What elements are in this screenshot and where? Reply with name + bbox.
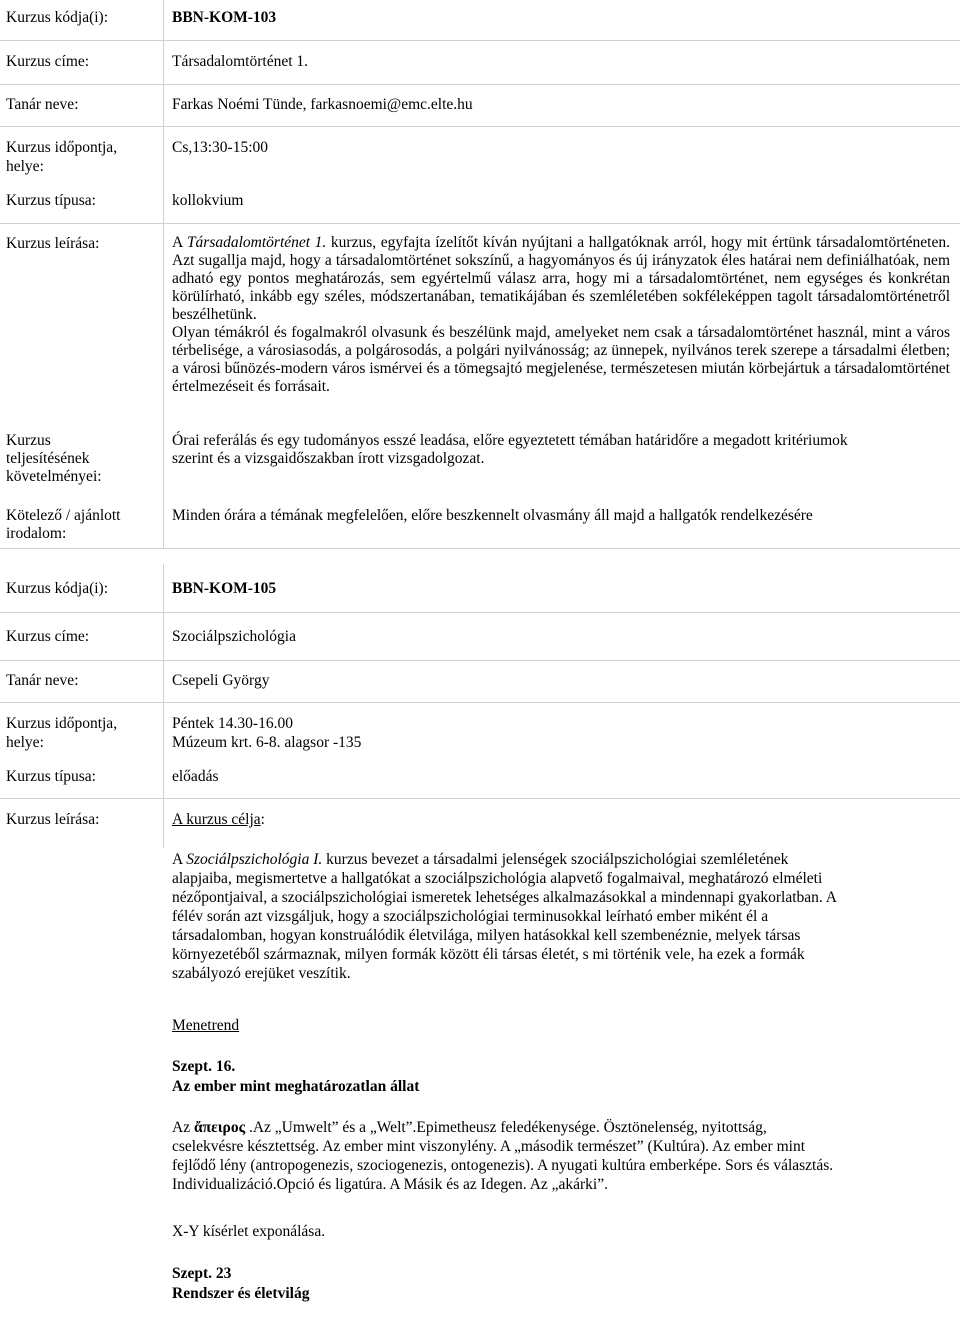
course2-teacher: Csepeli György [172, 672, 270, 689]
session1-content: Az ἄπειρος .Az „Umwelt” és a „Welt”.Epimetheusz feledékenysége. Ösztönelenség, nyitottság, cselekvésre késztettség. Az ember mint viszonylény. A „második természet” (Kultúra). Az ember mint fejlődő lény (antropogenezis, szociogenezis, ontogenezis). A nyugati kultúra emberképe. Sors és választás. Individualizáció.Opció és ligatúra. A Másik és az Idegen. Az „akárki”. [172, 1119, 834, 1193]
session1-date: Szept. 16. [172, 1058, 236, 1075]
divider [0, 612, 960, 613]
course2-goal-heading: A kurzus célja: [172, 811, 265, 828]
divider [0, 798, 960, 799]
course2-desc-label: Kurzus leírása: [6, 811, 100, 828]
session1-extra: X-Y kísérlet exponálása. [172, 1223, 326, 1240]
session2-date: Szept. 23 [172, 1265, 232, 1282]
divider [0, 126, 960, 127]
course1-time-label: Kurzus időpontja, helye: [6, 139, 118, 175]
schedule-heading: Menetrend [172, 1017, 240, 1034]
course2-type: előadás [172, 768, 219, 785]
course2-teacher-label: Tanár neve: [6, 672, 79, 689]
course1-title: Társadalomtörténet 1. [172, 53, 309, 70]
course2-code: BBN-KOM-105 [172, 580, 277, 597]
course1-desc-label: Kurzus leírása: [6, 235, 100, 252]
divider [0, 223, 960, 224]
course1-type: kollokvium [172, 192, 244, 209]
course2-time-label: Kurzus időpontja, helye: [6, 715, 118, 751]
course2-title: Szociálpszichológia [172, 628, 296, 645]
course2-type-label: Kurzus típusa: [6, 768, 96, 785]
session1-title: Az ember mint meghatározatlan állat [172, 1078, 420, 1095]
course1-type-label: Kurzus típusa: [6, 192, 96, 209]
divider [0, 84, 960, 85]
course1-requirements: Órai referálás és egy tudományos esszé leadása, előre egyeztetett témában határidőre a megadott kritériumok szerint és a vizsgaidőszakban írott vizsgadolgozat. [172, 432, 848, 467]
session2-title: Rendszer és életvilág [172, 1285, 310, 1302]
course2-description: A Szociálpszichológia I. kurzus bevezet a társadalmi jelenségek szociálpszichológiai szemléletének alapjaiba, megismertetve a hallgatókat a szociálpszichológia alapvető fogalmaival, meghatározó elméleti nézőpontjaival, a szociálpszichológiai ismeretek lehetséges alkalmazásokkal a mindennapi gyakorlatban. A félév során azt vizsgáljuk, hogy a szociálpszichológiai terminusokkal leírható ember miként él a társadalomban, hogyan konstruálódik életvilága, milyen hatásokkal kell szembenéznie, melyek társas környezetéből származnak, milyen formák között éli társas életét, s mi történik vele, ha ezek a formák szabályozó erejüket veszítik. [172, 851, 837, 982]
divider [0, 702, 960, 703]
course2-title-label: Kurzus címe: [6, 628, 90, 645]
course1-description: A Társadalomtörténet 1. kurzus, egyfajta ízelítőt kíván nyújtani a hallgatóknak arról, hogy mit értünk társadalomtörténeten. Azt sugallja majd, hogy a társadalomtörténet sokszínű, a hagyományos és új irányzatok éles határai nem definiálhatóak, nem adható egy pontos meghatározás, sem egyértelmű válasz arra, hogy mi a társadalomtörténet, nem egységes és konkrétan körülírható, inkább egy széles, módszertanában, tematikájában és szemléletében sokféleképpen tagolt társadalomtörténetről beszélhetünk. Olyan témákról és fogalmakról olvasunk és beszélünk majd, amelyeket nem csak a társadalomtörténet használ, mint a város térbelisége, a városiasodás, a polgárosodás, a polgári nyilvánosság; az ünnepek, nyilvános terek szerepe a társadalmi életben; a városi bűnözés-modern város ismérvei és a tömegsajtó megjelenése, természetesen miután körbejártuk a társadalomtörténet értelmezéseit és forrásait. [172, 234, 950, 395]
divider [0, 40, 960, 41]
course1-time: Cs,13:30-15:00 [172, 139, 269, 156]
course1-title-label: Kurzus címe: [6, 53, 90, 70]
column-divider [163, 0, 164, 548]
course1-literature: Minden órára a témának megfelelően, előre beszkennelt olvasmány áll majd a hallgatók rendelkezésére [172, 507, 813, 524]
column-divider [163, 564, 164, 848]
course1-literature-label: Kötelező / ajánlott irodalom: [6, 507, 121, 542]
course1-code: BBN-KOM-103 [172, 9, 277, 26]
course2-time: Péntek 14.30-16.00 Múzeum krt. 6-8. alagsor -135 [172, 715, 362, 751]
divider [0, 660, 960, 661]
course1-teacher: Farkas Noémi Tünde, farkasnoemi@emc.elte.hu [172, 96, 473, 113]
course1-requirements-label: Kurzus teljesítésének követelményei: [6, 432, 102, 485]
course1-code-label: Kurzus kódja(i): [6, 9, 109, 26]
course2-code-label: Kurzus kódja(i): [6, 580, 109, 597]
course1-teacher-label: Tanár neve: [6, 96, 79, 113]
divider [0, 548, 960, 549]
